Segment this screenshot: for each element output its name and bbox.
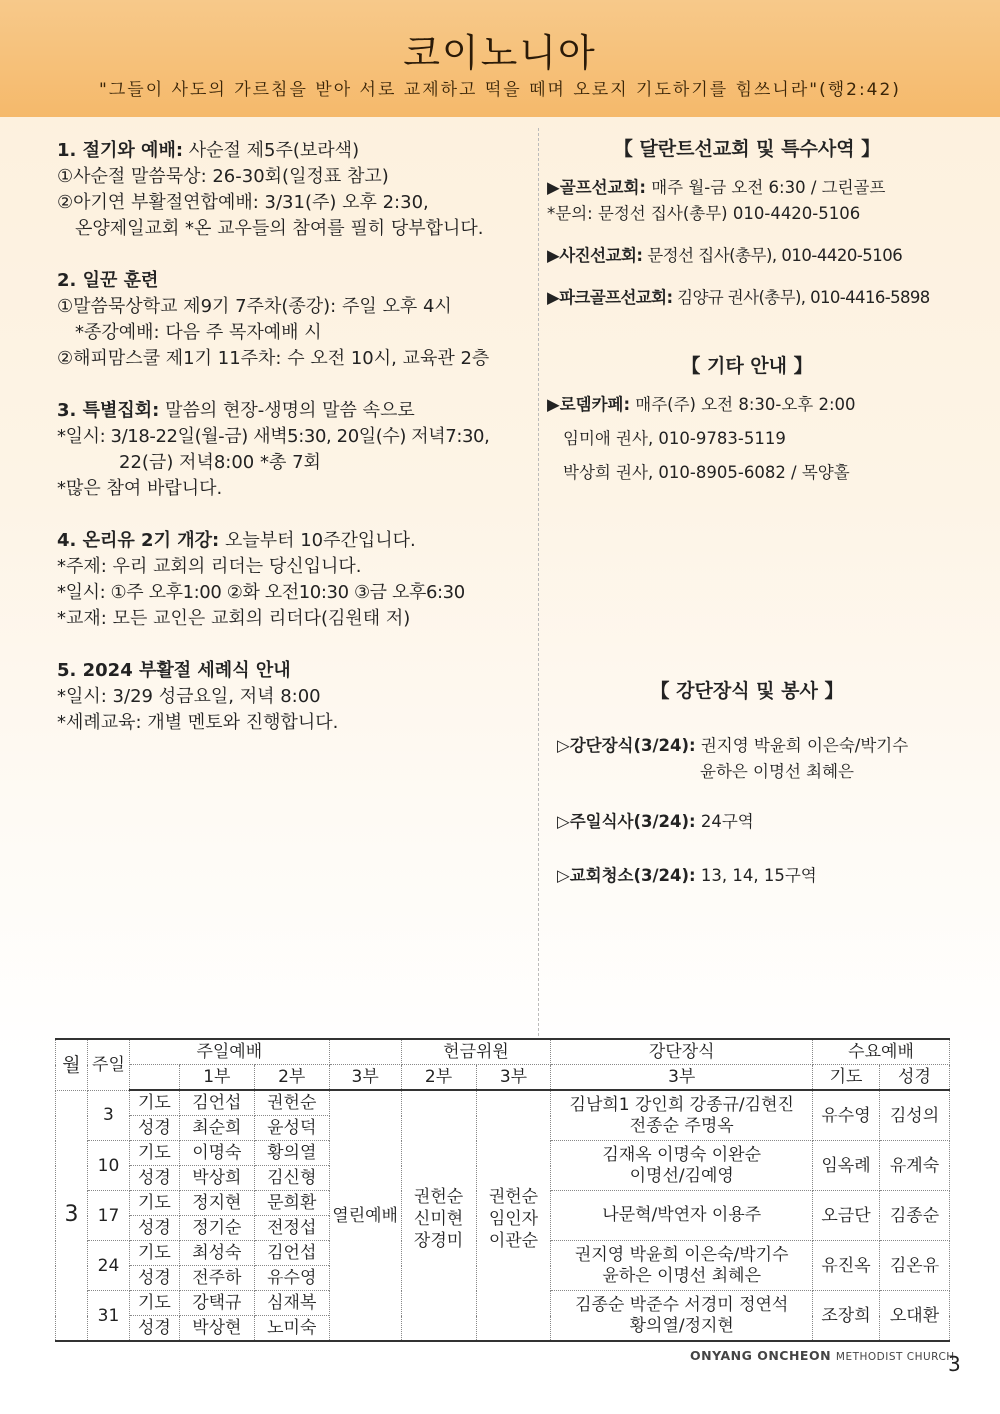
- header-1bu: 1부: [179, 1065, 254, 1091]
- offering-name: 권헌순: [413, 1187, 464, 1207]
- role-label: 기도: [129, 1241, 179, 1266]
- announcement-line: ②해피맘스쿨 제1기 11주차: 수 오전 10시, 교육관 2층: [57, 348, 490, 369]
- header-off2: 2부: [401, 1065, 476, 1091]
- announcement-line: *교재: 모든 교인은 교회의 리더다(김원태 저): [57, 608, 411, 629]
- bible-2bu: 전정섭: [254, 1216, 329, 1241]
- offering-name: 장경미: [413, 1231, 464, 1251]
- announcement-head: 3. 특별집회:: [57, 400, 160, 421]
- altar-deco-2: 윤하은 이명선 최혜은: [700, 762, 854, 781]
- week-cell: 31: [87, 1291, 129, 1342]
- header-sunday: 주일예배: [129, 1039, 329, 1065]
- prayer-2bu: 권헌순: [254, 1090, 329, 1116]
- role-label: 기도: [129, 1291, 179, 1316]
- wed-bible: 김종순: [879, 1191, 949, 1241]
- item-text: 매주 월-금 오전 6:30 / 그린골프: [645, 178, 886, 197]
- week-cell: 24: [87, 1241, 129, 1291]
- altar-line: 김종순 박준수 서경미 정연석: [575, 1294, 789, 1315]
- sunday-meal: [547, 809, 947, 835]
- bible-1bu: 박상희: [179, 1166, 254, 1191]
- announcement-head: 5. 2024 부활절 세례식 안내: [57, 660, 291, 681]
- header-verse: "그들이 사도의 가르침을 받아 서로 교제하고 떡을 떼며 오로지 기도하기를 힘쓰니라"(행2:42): [99, 80, 901, 100]
- role-label: 성경: [129, 1116, 179, 1141]
- offering-name: 권헌순: [488, 1187, 539, 1207]
- header-wed: 수요예배: [813, 1039, 950, 1065]
- header-off3: 3부: [476, 1065, 551, 1091]
- page-title: 코이노니아: [403, 31, 597, 75]
- altar-line: 전종순 주명옥: [629, 1115, 734, 1136]
- item-text: 13, 14, 15구역: [695, 866, 817, 885]
- wed-prayer: 조장희: [813, 1291, 880, 1342]
- church-name-sub: METHODIST CHURCH: [835, 1351, 955, 1363]
- church-name-main: ONYANG ONCHEON: [690, 1348, 832, 1363]
- schedule-table: [55, 1038, 950, 1342]
- bible-2bu: 윤성덕: [254, 1116, 329, 1141]
- prayer-2bu: 심재복: [254, 1291, 329, 1316]
- item-text: 매주(주) 오전 8:30-오후 2:00: [630, 395, 856, 414]
- bible-1bu: 정기순: [179, 1216, 254, 1241]
- prayer-1bu: 정지현: [179, 1191, 254, 1216]
- wed-bible: 김온유: [879, 1241, 949, 1291]
- prayer-1bu: 강택규: [179, 1291, 254, 1316]
- item-label: ▷강단장식(3/24):: [557, 736, 696, 755]
- wed-bible: 유계숙: [879, 1141, 949, 1191]
- role-label: 기도: [129, 1141, 179, 1166]
- info-column: [547, 128, 947, 889]
- cafe-contact-1: 임미애 권사, 010-9783-5119: [563, 429, 786, 448]
- announcement-line: ①사순절 말씀묵상: 26-30회(일정표 참고): [57, 166, 389, 187]
- church-cleaning: [547, 863, 947, 889]
- bible-1bu: 전주하: [179, 1266, 254, 1291]
- wed-prayer: 유진옥: [813, 1241, 880, 1291]
- wed-prayer: 유수영: [813, 1090, 880, 1141]
- header-altar3: 3부: [551, 1065, 813, 1091]
- role-label: 성경: [129, 1166, 179, 1191]
- month-cell: 3: [56, 1090, 88, 1341]
- altar-line: 이명선/김예영: [629, 1165, 734, 1186]
- announcement-line: 온양제일교회 *온 교우들의 참여를 필히 당부합니다.: [75, 218, 484, 239]
- role-label: 성경: [129, 1266, 179, 1291]
- header-altar: 강단장식: [551, 1039, 813, 1065]
- altar-line: 권지영 박윤희 이은숙/박기수: [574, 1244, 789, 1265]
- announcement-text: 오늘부터 10주간입니다.: [219, 530, 416, 551]
- cafe-info: [547, 392, 947, 418]
- announcement-1: [57, 138, 532, 242]
- offering-2bu: [401, 1090, 476, 1341]
- item-label: ▶골프선교회:: [547, 178, 646, 197]
- offering-3bu: [476, 1090, 551, 1341]
- altar-cell: [551, 1241, 813, 1291]
- announcements-column: [57, 138, 532, 762]
- bible-2bu: 노미숙: [254, 1316, 329, 1342]
- item-label: ▷주일식사(3/24):: [557, 812, 696, 831]
- role-label: 기도: [129, 1191, 179, 1216]
- prayer-1bu: 최성숙: [179, 1241, 254, 1266]
- announcement-text: 사순절 제5주(보라색): [183, 140, 360, 161]
- altar-line: 황의열/정지현: [629, 1315, 734, 1336]
- wed-bible: 김성의: [879, 1090, 949, 1141]
- announcement-line: *일시: 3/18-22일(월-금) 새벽5:30, 20일(수) 저녁7:30,: [57, 426, 490, 447]
- header-month: 월: [56, 1039, 88, 1090]
- wed-bible: 오대환: [879, 1291, 949, 1342]
- bible-1bu: 박상현: [179, 1316, 254, 1342]
- bible-2bu: 김신형: [254, 1166, 329, 1191]
- announcement-line: ②아기연 부활절연합예배: 3/31(주) 오후 2:30,: [57, 192, 429, 213]
- bible-2bu: 유수영: [254, 1266, 329, 1291]
- announcement-line: ①말씀묵상학교 제9기 7주차(종강): 주일 오후 4시: [57, 296, 452, 317]
- header-prayer: 기도: [813, 1065, 880, 1091]
- wed-prayer: 오금단: [813, 1191, 880, 1241]
- week-cell: 10: [87, 1141, 129, 1191]
- announcement-3: [57, 398, 532, 502]
- announcement-line: *주제: 우리 교회의 리더는 당신입니다.: [57, 556, 362, 577]
- photo-mission: [547, 243, 947, 269]
- golf-mission: [547, 175, 947, 201]
- announcement-head: 2. 일꾼 훈련: [57, 270, 159, 291]
- bible-1bu: 최순희: [179, 1116, 254, 1141]
- header-offering: 헌금위원: [401, 1039, 551, 1065]
- section-head-other: 【 기타 안내 】: [681, 355, 813, 377]
- altar-line: 나문혁/박연자 이용주: [602, 1205, 762, 1225]
- golf-contact: *문의: 문정선 집사(총무) 010-4420-5106: [547, 204, 861, 223]
- prayer-1bu: 김언섭: [179, 1090, 254, 1116]
- announcement-2: [57, 268, 532, 372]
- header-blank: [129, 1065, 179, 1091]
- week-cell: 17: [87, 1191, 129, 1241]
- announcement-line: *세례교육: 개별 멘토와 진행합니다.: [57, 712, 339, 733]
- announcement-line: *일시: ①주 오후1:00 ②화 오전10:30 ③금 오후6:30: [57, 582, 465, 603]
- role-label: 성경: [129, 1216, 179, 1241]
- altar-line: 윤하은 이명선 최혜은: [602, 1265, 762, 1286]
- altar-deco: [547, 733, 947, 759]
- altar-cell: [551, 1090, 813, 1141]
- role-label: 성경: [129, 1316, 179, 1342]
- offering-name: 이관순: [488, 1231, 539, 1251]
- table-row: [56, 1090, 950, 1116]
- parkgolf-mission: [547, 285, 947, 311]
- wed-prayer: 임옥례: [813, 1141, 880, 1191]
- role-label: 기도: [129, 1090, 179, 1116]
- prayer-1bu: 이명숙: [179, 1141, 254, 1166]
- prayer-2bu: 문희환: [254, 1191, 329, 1216]
- offering-name: 신미현: [413, 1209, 464, 1229]
- announcement-head: 1. 절기와 예배:: [57, 140, 184, 161]
- week-cell: 3: [87, 1090, 129, 1141]
- altar-cell: [551, 1141, 813, 1191]
- announcement-line: *종강예배: 다음 주 목자예배 시: [75, 322, 322, 343]
- item-label: ▶파크골프선교회:: [547, 288, 673, 307]
- announcement-line: *많은 참여 바랍니다.: [57, 478, 223, 499]
- section-head-missions: 【 달란트선교회 및 특수사역 】: [613, 138, 881, 160]
- item-text: 권지영 박윤희 이은숙/박기수: [695, 736, 909, 755]
- page-number: 3: [948, 1352, 961, 1376]
- item-text: 24구역: [695, 812, 754, 831]
- service-3bu: 열린예배: [329, 1090, 401, 1341]
- item-label: ▶사진선교회:: [547, 246, 643, 265]
- section-head-altar: 【 강단장식 및 봉사 】: [650, 680, 844, 702]
- church-name: [690, 1348, 955, 1363]
- item-text: 김양규 권사(총무), 010-4416-5898: [672, 288, 930, 307]
- announcement-head: 4. 온리유 2기 개강:: [57, 530, 220, 551]
- item-text: 문정선 집사(총무), 010-4420-5106: [642, 246, 903, 265]
- header-2bu: 2부: [254, 1065, 329, 1091]
- cafe-contact-2: 박상희 권사, 010-8905-6082 / 목양홀: [563, 463, 850, 482]
- item-label: ▶로뎀카페:: [547, 395, 631, 414]
- column-divider: [538, 128, 539, 1036]
- header-week: 주일: [87, 1039, 129, 1090]
- announcement-text: 말씀의 현장-생명의 말씀 속으로: [159, 400, 415, 421]
- altar-line: 김남희1 강인희 강종규/김현진: [569, 1094, 794, 1115]
- announcement-4: [57, 528, 532, 632]
- announcement-line: 22(금) 저녁8:00 *총 7회: [119, 452, 321, 473]
- altar-line: 김재옥 이명숙 이완순: [602, 1144, 762, 1165]
- announcement-line: *일시: 3/29 성금요일, 저녁 8:00: [57, 686, 321, 707]
- item-label: ▷교회청소(3/24):: [557, 866, 696, 885]
- altar-cell: [551, 1291, 813, 1342]
- offering-name: 임인자: [488, 1209, 539, 1229]
- altar-cell: [551, 1191, 813, 1241]
- header-3bu: 3부: [329, 1065, 401, 1091]
- prayer-2bu: 황의열: [254, 1141, 329, 1166]
- header-banner: [0, 0, 1000, 117]
- header-blank: [329, 1039, 401, 1065]
- header-bible: 성경: [879, 1065, 949, 1091]
- prayer-2bu: 김언섭: [254, 1241, 329, 1266]
- announcement-5: [57, 658, 532, 736]
